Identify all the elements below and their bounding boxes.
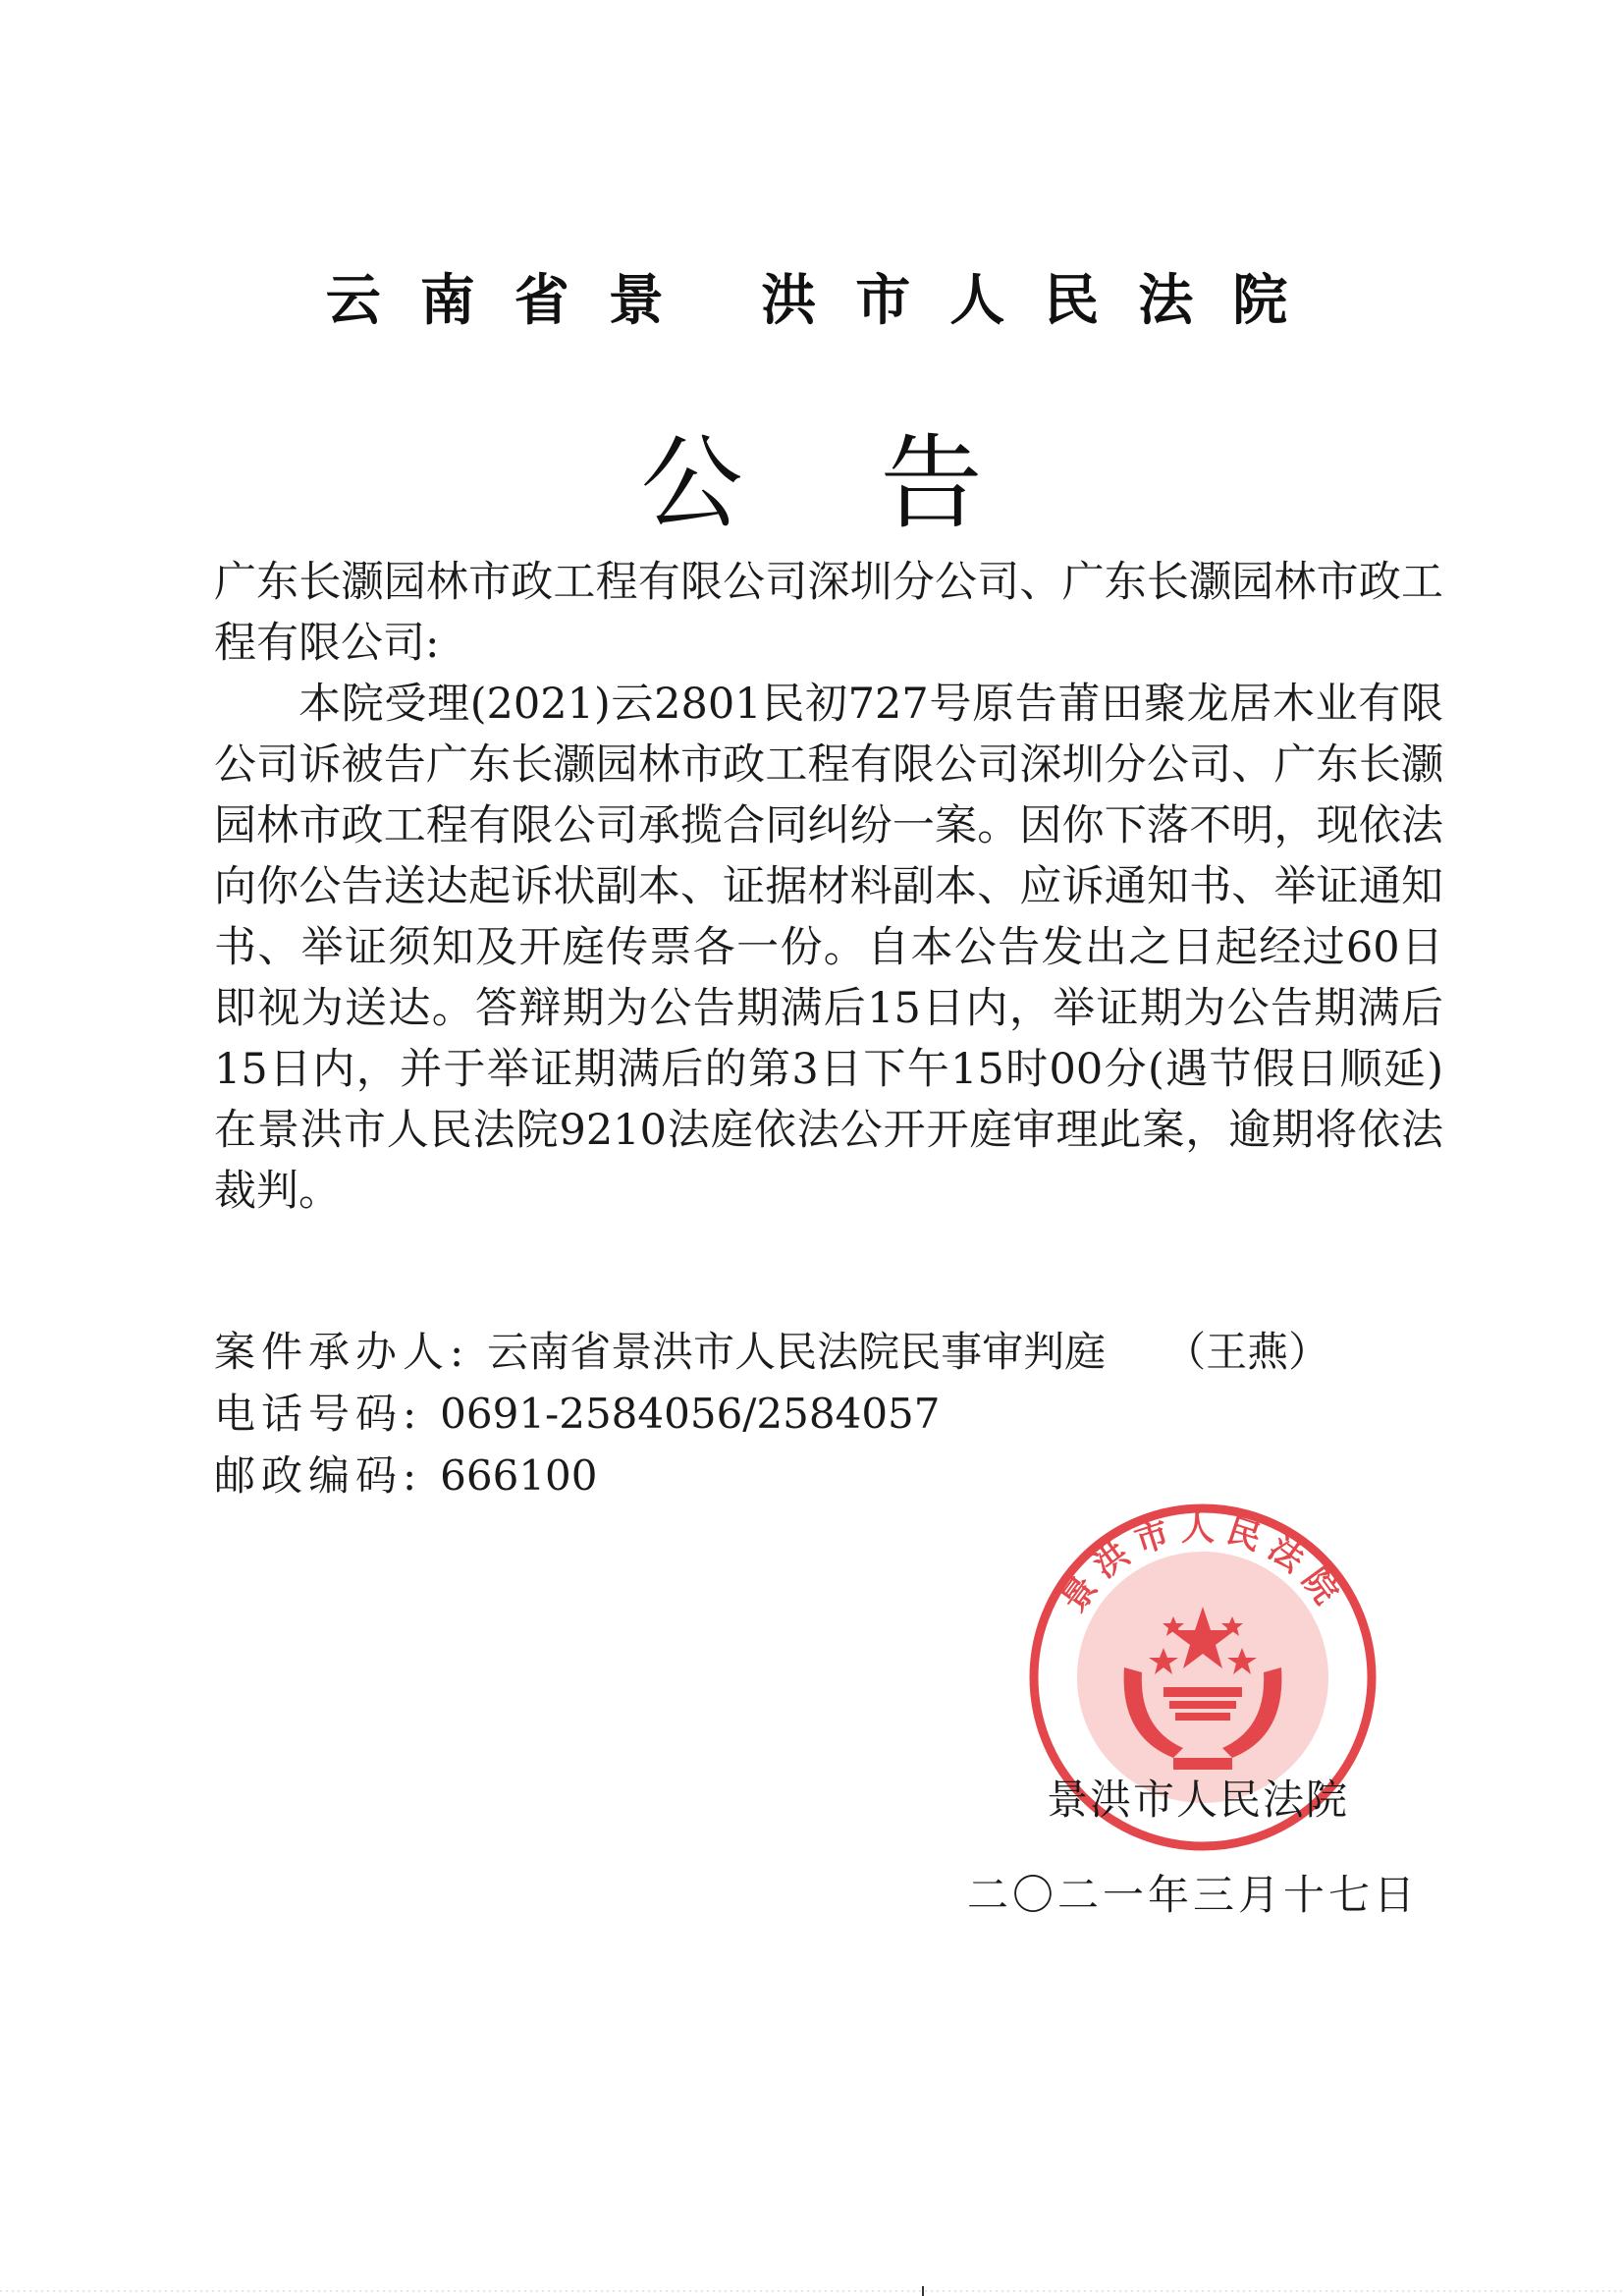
- addressee: 广东长灏园林市政工程有限公司深圳分公司、广东长灏园林市政工程有限公司:: [214, 558, 1443, 668]
- issuer-signature: 景洪市人民法院: [1047, 1776, 1350, 1824]
- notice-paragraph: 本院受理(2021)云2801民初727号原告莆田聚龙居木业有限公司诉被告广东长灏园林市政工程有限公司深圳分公司、广东长灏园林市政工程有限公司承揽合同纠纷一案。因你下落不明，现依法向你公告送达起诉状副本、证据材料副本、应诉通知书、举证通知书、举证须知及开庭传票各一份。自本公告发出之日起经过60日即视为送达。答辩期为公告期满后15日内，举证期为公告期满后15日内，并于举证期满后的第3日下午15时00分(遇节假日顺延)在景洪市人民法院9210法庭依法公开开庭审理此案，逾期将依法裁判。: [214, 680, 1443, 1216]
- handler-person: （王燕）: [1164, 1328, 1330, 1376]
- phone-value: 0691-2584056/2584057: [440, 1390, 941, 1438]
- phone-label: 电话号码:: [214, 1390, 423, 1438]
- notice-title: 公告: [640, 423, 1120, 543]
- phone-row: [214, 1383, 1329, 1445]
- court-name-heading: 云南省景 洪市人民法院: [325, 269, 1327, 333]
- contact-block: [214, 1321, 1329, 1506]
- handler-label: 案件承办人:: [214, 1328, 470, 1376]
- issue-date: 二〇二一年三月十七日: [967, 1871, 1420, 1919]
- handler-value: 云南省景洪市人民法院民事审判庭: [487, 1328, 1107, 1376]
- scan-edge-line: [0, 2286, 1623, 2296]
- notice-body: [214, 552, 1443, 1222]
- handler-row: [214, 1321, 1329, 1383]
- seal-text: 景洪市人民法院: [1054, 1509, 1352, 1619]
- postal-value: 666100: [440, 1451, 598, 1500]
- postal-row: [214, 1445, 1329, 1506]
- postal-label: 邮政编码:: [214, 1451, 423, 1500]
